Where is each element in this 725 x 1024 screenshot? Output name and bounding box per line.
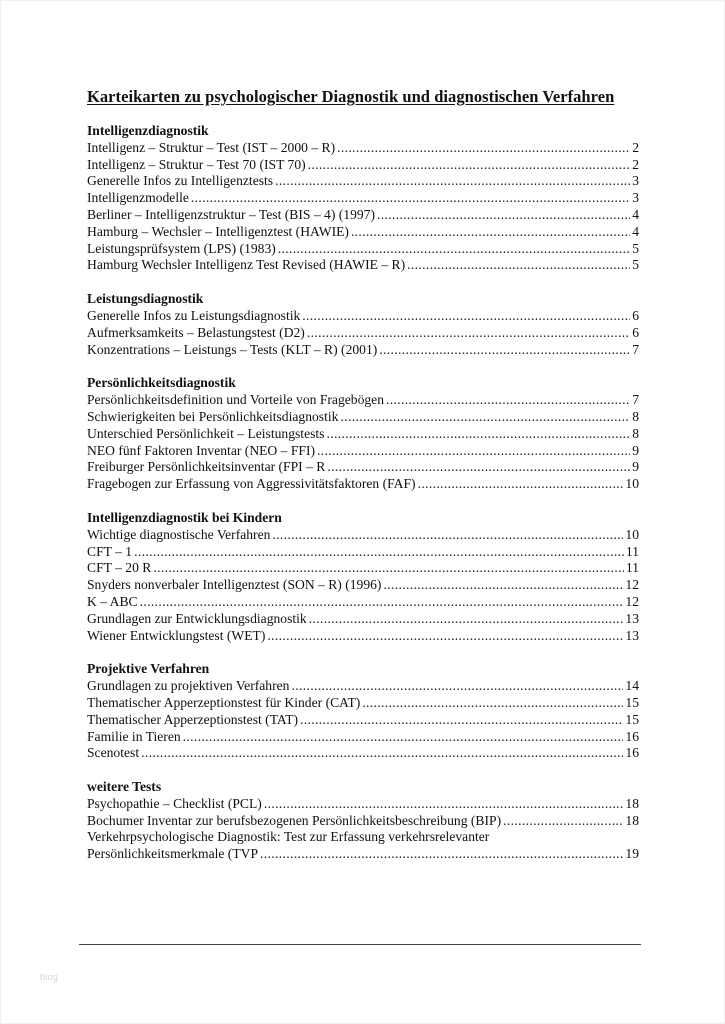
toc-entry-page: 3: [632, 173, 639, 189]
toc-entry-page: 16: [625, 745, 639, 761]
toc-section-intelligenzdiagnostik: [87, 123, 639, 274]
dot-leader: [291, 678, 623, 695]
footer-divider: [79, 944, 641, 945]
toc-entry-page: 8: [632, 425, 639, 441]
dot-leader: [141, 745, 623, 762]
dot-leader: [340, 409, 630, 426]
toc-entry-label: Snyders nonverbaler Intelligenztest (SON – R) (1996): [87, 577, 382, 593]
toc-entry-label: Leistungsprüfsystem (LPS) (1983): [87, 240, 276, 256]
toc-entry[interactable]: [87, 729, 639, 746]
toc-entry[interactable]: [87, 678, 639, 695]
section-heading: Intelligenzdiagnostik: [87, 123, 209, 138]
toc-entry-page: 3: [632, 190, 639, 206]
toc-section-leistungsdiagnostik: [87, 291, 639, 358]
toc-entry-label: CFT – 20 R: [87, 560, 152, 576]
toc-section-weitere-tests: [87, 779, 639, 863]
toc-entry-label: Bochumer Inventar zur berufsbezogenen Persönlichkeitsbeschreibung (BIP): [87, 812, 502, 828]
dot-leader: [418, 476, 624, 493]
toc-entry-label: Intelligenz – Struktur – Test 70 (IST 70): [87, 156, 306, 172]
dot-leader: [351, 224, 630, 241]
dot-leader: [302, 308, 630, 325]
toc-entry-label: Thematischer Apperzeptionstest für Kinder (CAT): [87, 694, 361, 710]
dot-leader: [503, 813, 623, 830]
toc-entry-page: 13: [625, 627, 639, 643]
dot-leader: [278, 241, 630, 258]
toc-entry[interactable]: [87, 712, 639, 729]
toc-entry-label: Schwierigkeiten bei Persönlichkeitsdiagnostik: [87, 408, 339, 424]
toc-entry-label: Thematischer Apperzeptionstest (TAT): [87, 711, 299, 727]
toc-entry-page: 2: [632, 139, 639, 155]
toc-entry[interactable]: [87, 813, 639, 830]
section-heading: Persönlichkeitsdiagnostik: [87, 375, 236, 391]
toc-entry-label: Intelligenz – Struktur – Test (IST – 2000 – R): [87, 139, 336, 155]
toc-entry-label: Persönlichkeitsdefinition und Vorteile von Fragebögen: [87, 392, 385, 408]
dot-leader: [386, 392, 630, 409]
toc-entry-label-line2: Persönlichkeitsmerkmale (TVP: [87, 846, 259, 862]
dot-leader: [191, 190, 630, 207]
toc-entry-label: Wiener Entwicklungstest (WET): [87, 627, 266, 643]
toc-entry-label: Familie in Tieren: [87, 728, 181, 744]
dot-leader: [377, 207, 630, 224]
toc-entry[interactable]: [87, 476, 639, 493]
toc-entry-label: Fragebogen zur Erfassung von Aggressivitätsfaktoren (FAF): [87, 476, 416, 492]
toc-entry-page: 5: [632, 240, 639, 256]
toc-entry-page: 8: [632, 408, 639, 424]
toc-entry[interactable]: [87, 459, 639, 476]
toc-entry-label: Berliner – Intelligenzstruktur – Test (BIS – 4) (1997): [87, 206, 375, 222]
toc-entry[interactable]: [87, 190, 639, 207]
toc-entry-page: 6: [632, 307, 639, 323]
toc-entry-page: 9: [632, 442, 639, 458]
toc-entry-label: Freiburger Persönlichkeitsinventar (FPI – R: [87, 459, 326, 475]
toc-entry[interactable]: [87, 342, 639, 359]
toc-entry-page: 7: [632, 341, 639, 357]
toc-entry-page: 14: [625, 678, 639, 694]
toc-entry-wrapped[interactable]: [87, 829, 639, 863]
toc-entry-page: 12: [625, 593, 639, 609]
table-of-contents: [87, 123, 639, 880]
watermark-text: blog: [40, 972, 59, 982]
section-heading: Leistungsdiagnostik: [87, 291, 204, 307]
toc-entry[interactable]: [87, 745, 639, 762]
toc-entry[interactable]: [87, 157, 639, 174]
toc-entry[interactable]: [87, 594, 639, 611]
toc-entry[interactable]: [87, 140, 639, 157]
toc-entry-line2: [87, 846, 639, 863]
toc-entry-page: 13: [625, 610, 639, 626]
toc-entry-label: Scenotest: [87, 745, 140, 761]
toc-entry[interactable]: [87, 443, 639, 460]
toc-entry-label: Wichtige diagnostische Verfahren: [87, 526, 271, 542]
toc-entry-label: NEO fünf Faktoren Inventar (NEO – FFI): [87, 442, 316, 458]
toc-entry-page: 15: [625, 711, 639, 727]
toc-entry-label: Unterschied Persönlichkeit – Leistungstests: [87, 425, 325, 441]
toc-entry-label-line1: Verkehrpsychologische Diagnostik: Test zur Erfassung verkehrsrelevanter: [87, 829, 490, 845]
toc-entry-label: Psychopathie – Checklist (PCL): [87, 795, 262, 811]
toc-entry-page: 11: [625, 560, 639, 576]
toc-entry-page: 19: [625, 846, 639, 862]
toc-entry[interactable]: [87, 224, 639, 241]
toc-entry-page: 6: [632, 324, 639, 340]
toc-entry-page: 15: [625, 694, 639, 710]
toc-entry[interactable]: [87, 560, 639, 577]
toc-entry[interactable]: [87, 257, 639, 274]
section-heading: Projektive Verfahren: [87, 661, 210, 677]
toc-entry[interactable]: [87, 426, 639, 443]
dot-leader: [275, 173, 630, 190]
dot-leader: [308, 157, 631, 174]
toc-entry-page: 10: [625, 526, 639, 542]
toc-entry[interactable]: [87, 628, 639, 645]
toc-entry-label: Hamburg Wechsler Intelligenz Test Revised (HAWIE – R): [87, 257, 406, 273]
section-heading: Intelligenzdiagnostik bei Kindern: [87, 509, 282, 525]
dot-leader: [134, 544, 624, 561]
toc-entry[interactable]: [87, 577, 639, 594]
toc-entry-label: K – ABC: [87, 593, 138, 609]
toc-section-intelligenzdiagnostik-kinder: [87, 510, 639, 644]
dot-leader: [307, 325, 630, 342]
toc-entry-page: 11: [625, 543, 639, 559]
toc-entry[interactable]: [87, 695, 639, 712]
toc-entry-label: Grundlagen zur Entwicklungsdiagnostik: [87, 610, 307, 626]
toc-entry[interactable]: [87, 241, 639, 258]
dot-leader: [407, 257, 630, 274]
toc-entry-label: Generelle Infos zu Intelligenztests: [87, 173, 274, 189]
dot-leader: [309, 611, 624, 628]
dot-leader: [327, 459, 630, 476]
toc-entry[interactable]: [87, 611, 639, 628]
toc-entry-page: 2: [632, 156, 639, 172]
toc-entry-label: Intelligenzmodelle: [87, 190, 189, 206]
dot-leader: [260, 846, 623, 863]
toc-entry[interactable]: [87, 544, 639, 561]
toc-entry-label: Grundlagen zu projektiven Verfahren: [87, 678, 290, 694]
toc-entry[interactable]: [87, 527, 639, 544]
toc-entry-page: 7: [632, 392, 639, 408]
toc-entry-label: Hamburg – Wechsler – Intelligenztest (HAWIE): [87, 223, 349, 239]
document-title: Karteikarten zu psychologischer Diagnostik und diagnostischen Verfahren: [87, 87, 615, 106]
toc-entry[interactable]: [87, 409, 639, 426]
toc-entry[interactable]: [87, 796, 639, 813]
dot-leader: [326, 426, 630, 443]
toc-entry-page: 4: [632, 223, 639, 239]
toc-entry-label: Generelle Infos zu Leistungsdiagnostik: [87, 307, 301, 323]
dot-leader: [379, 342, 630, 359]
toc-entry-page: 4: [632, 206, 639, 222]
toc-entry-label: Aufmerksamkeits – Belastungstest (D2): [87, 324, 305, 340]
toc-entry-page: 12: [625, 577, 639, 593]
dot-leader: [153, 560, 624, 577]
dot-leader: [183, 729, 624, 746]
dot-leader: [264, 796, 624, 813]
toc-entry-page: 16: [625, 728, 639, 744]
toc-entry-page: 5: [632, 257, 639, 273]
dot-leader: [362, 695, 623, 712]
toc-entry-label: CFT – 1: [87, 543, 133, 559]
toc-entry[interactable]: [87, 173, 639, 190]
dot-leader: [317, 443, 630, 460]
toc-entry-page: 18: [625, 795, 639, 811]
dot-leader: [272, 527, 623, 544]
toc-section-projektive-verfahren: [87, 661, 639, 762]
dot-leader: [267, 628, 623, 645]
toc-entry[interactable]: [87, 325, 639, 342]
toc-section-persoenlichkeitsdiagnostik: [87, 375, 639, 493]
toc-entry-page: 18: [625, 812, 639, 828]
toc-entry-page: 10: [625, 476, 639, 492]
toc-entry-page: 9: [632, 459, 639, 475]
toc-entry-label: Konzentrations – Leistungs – Tests (KLT – R) (2001): [87, 341, 378, 357]
section-heading: weitere Tests: [87, 779, 162, 795]
dot-leader: [300, 712, 623, 729]
toc-entry[interactable]: [87, 308, 639, 325]
dot-leader: [383, 577, 623, 594]
dot-leader: [140, 594, 624, 611]
toc-entry[interactable]: [87, 392, 639, 409]
toc-entry[interactable]: [87, 207, 639, 224]
dot-leader: [337, 140, 630, 157]
